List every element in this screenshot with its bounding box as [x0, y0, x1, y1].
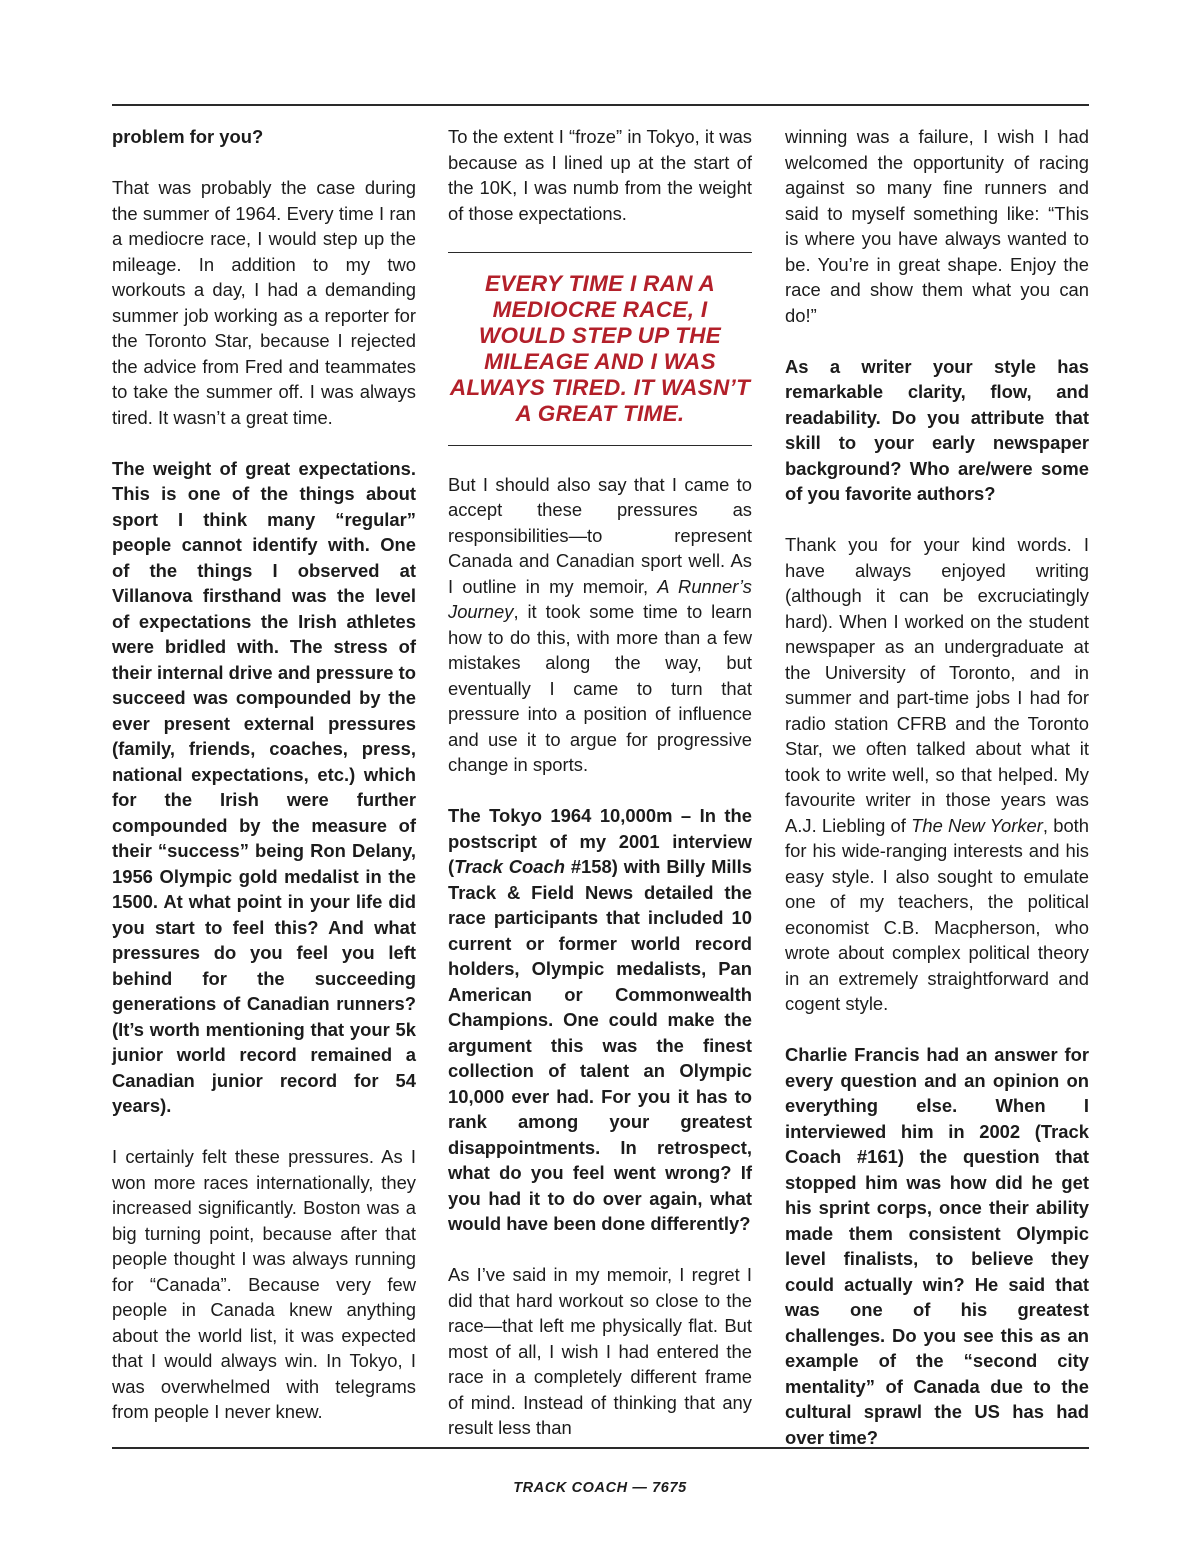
question-paragraph: Charlie Francis had an answer for every question and an opinion on everything else. When I interviewed him in 2002 (Track Coach #161) the question that stopped him was how did he get his sprint corps, once their ability made them consistent Olympic level finalists, to believe they could actually win? He said that was one of his greatest challenges. Do you see this as an example of the “second city mentality” of Canada due to the cultural sprawl the US has had over time? — [785, 1044, 1089, 1448]
text-run: , it took some time to learn how to do this, with more than a few mistakes along the way, but eventually I came to turn that pressure into a position of influence and use it to argue for progressive change in sports. — [448, 601, 752, 775]
text-run: , both for his wide-ranging interests and his easy style. I also sought to emulate one of my teachers, the political economist C.B. Macpherson, who wrote about complex political theory in an extremely straightforward and cogent style. — [785, 814, 1090, 1014]
magazine-title: Track Coach — [454, 856, 565, 877]
text-run: Thank you for your kind words. I have always enjoyed writing (although it can be excruciatingly hard). When I worked on the student newspaper as an undergraduate at the University of Toronto, and in summer and part-time jobs I had for radio station CFRB and the Toronto Star, we often talked about what it took to write well, so that helped. My favourite writer in those years was A.J. Liebling of — [785, 534, 1089, 836]
answer-paragraph: That was probably the case during the summer of 1964. Every time I ran a mediocre race, I would step up the mileage. In addition to my two workouts a day, I had a demanding summer job working as a reporter for the Toronto Star, because I rejected the advice from Fred and teammates to take the summer off. I was always tired. It wasn’t a great time. — [112, 177, 416, 428]
text-run: The Tokyo 1964 10,000m – In the postscript of my 2001 interview ( — [448, 805, 752, 877]
question-paragraph: The weight of great expectations. This is one of the things about sport I think many “regular” people cannot identify with. One of the things I observed at Villanova firsthand was the level of expectations the Irish athletes were bridled with. The stress of their internal drive and pressure to succeed was compounded by the ever present external pressures (family, friends, coaches, press, national expectations, etc.) which for the Irish were further compounded by the measure of their “success” being Ron Delany, 1956 Olympic gold medalist in the 1500. At what point in your life did you start to feel this? And what pressures do you feel you left behind for the succeeding generations of Canadian runners? (It’s worth mentioning that your 5k junior world record remained a Canadian junior record for 54 years). — [112, 457, 416, 1116]
question-paragraph — [448, 803, 752, 1237]
pull-quote: EVERY TIME I RAN A MEDIOCRE RACE, I WOULD STEP UP THE MILEAGE AND I WAS ALWAYS TIRED. IT WASN’T A GREAT TIME. — [448, 252, 752, 446]
answer-paragraph: winning was a failure, I wish I had welcomed the opportunity of racing against so many fine runners and said to myself something like: “This is where you have always wanted to be. You’re in great shape. Enjoy the race and show them what you can do!” — [785, 126, 1089, 326]
answer-paragraph: To the extent I “froze” in Tokyo, it was because as I lined up at the start of the 10K, I was numb from the weight of those expectations. — [448, 126, 752, 224]
answer-paragraph — [448, 472, 752, 778]
top-rule — [112, 104, 1089, 106]
answer-paragraph — [785, 532, 1089, 1017]
column-3 — [785, 124, 1089, 1450]
question-paragraph: As a writer your style has remarkable clarity, flow, and readability. Do you attribute that skill to your early newspaper background? Who are/were some of you favorite authors? — [785, 355, 1089, 504]
column-2 — [448, 124, 752, 1441]
book-title: A Runner’s Journey — [448, 575, 752, 622]
bottom-rule — [112, 1447, 1089, 1449]
question-fragment: problem for you? — [112, 126, 264, 147]
answer-paragraph: I certainly felt these pressures. As I won more races internationally, they increased significantly. Boston was a big turning point, because after that people thought I was always running for “Canada”. Because very few people in Canada knew anything about the world list, it was expected that I would always win. In Tokyo, I was overwhelmed with telegrams from people I never knew. — [112, 1146, 416, 1422]
page-footer: TRACK COACH — 7675 — [513, 1480, 687, 1496]
text-run: But I should also say that I came to accept these pressures as responsibilities—to represent Canada and Canadian sport well. As I outline in my memoir, — [448, 473, 752, 597]
answer-paragraph: As I’ve said in my memoir, I regret I did that hard workout so close to the race—that left me physically flat. But most of all, I wish I had entered the race in a completely different frame of mind. Instead of thinking that any result less than — [448, 1264, 752, 1438]
text-run: #158) with Billy Mills Track & Field News detailed the race participants that included 10 current or former world record holders, Olympic medalists, Pan American or Commonwealth Champions. One could make the argument this was the finest collection of talent an Olympic 10,000 ever had. For you it has to rank among your greatest disappointments. In retrospect, what do you feel went wrong? If you had it to do over again, what would have been done differently? — [448, 856, 752, 1234]
column-1 — [112, 124, 416, 1425]
magazine-title: The New Yorker — [911, 814, 1043, 836]
